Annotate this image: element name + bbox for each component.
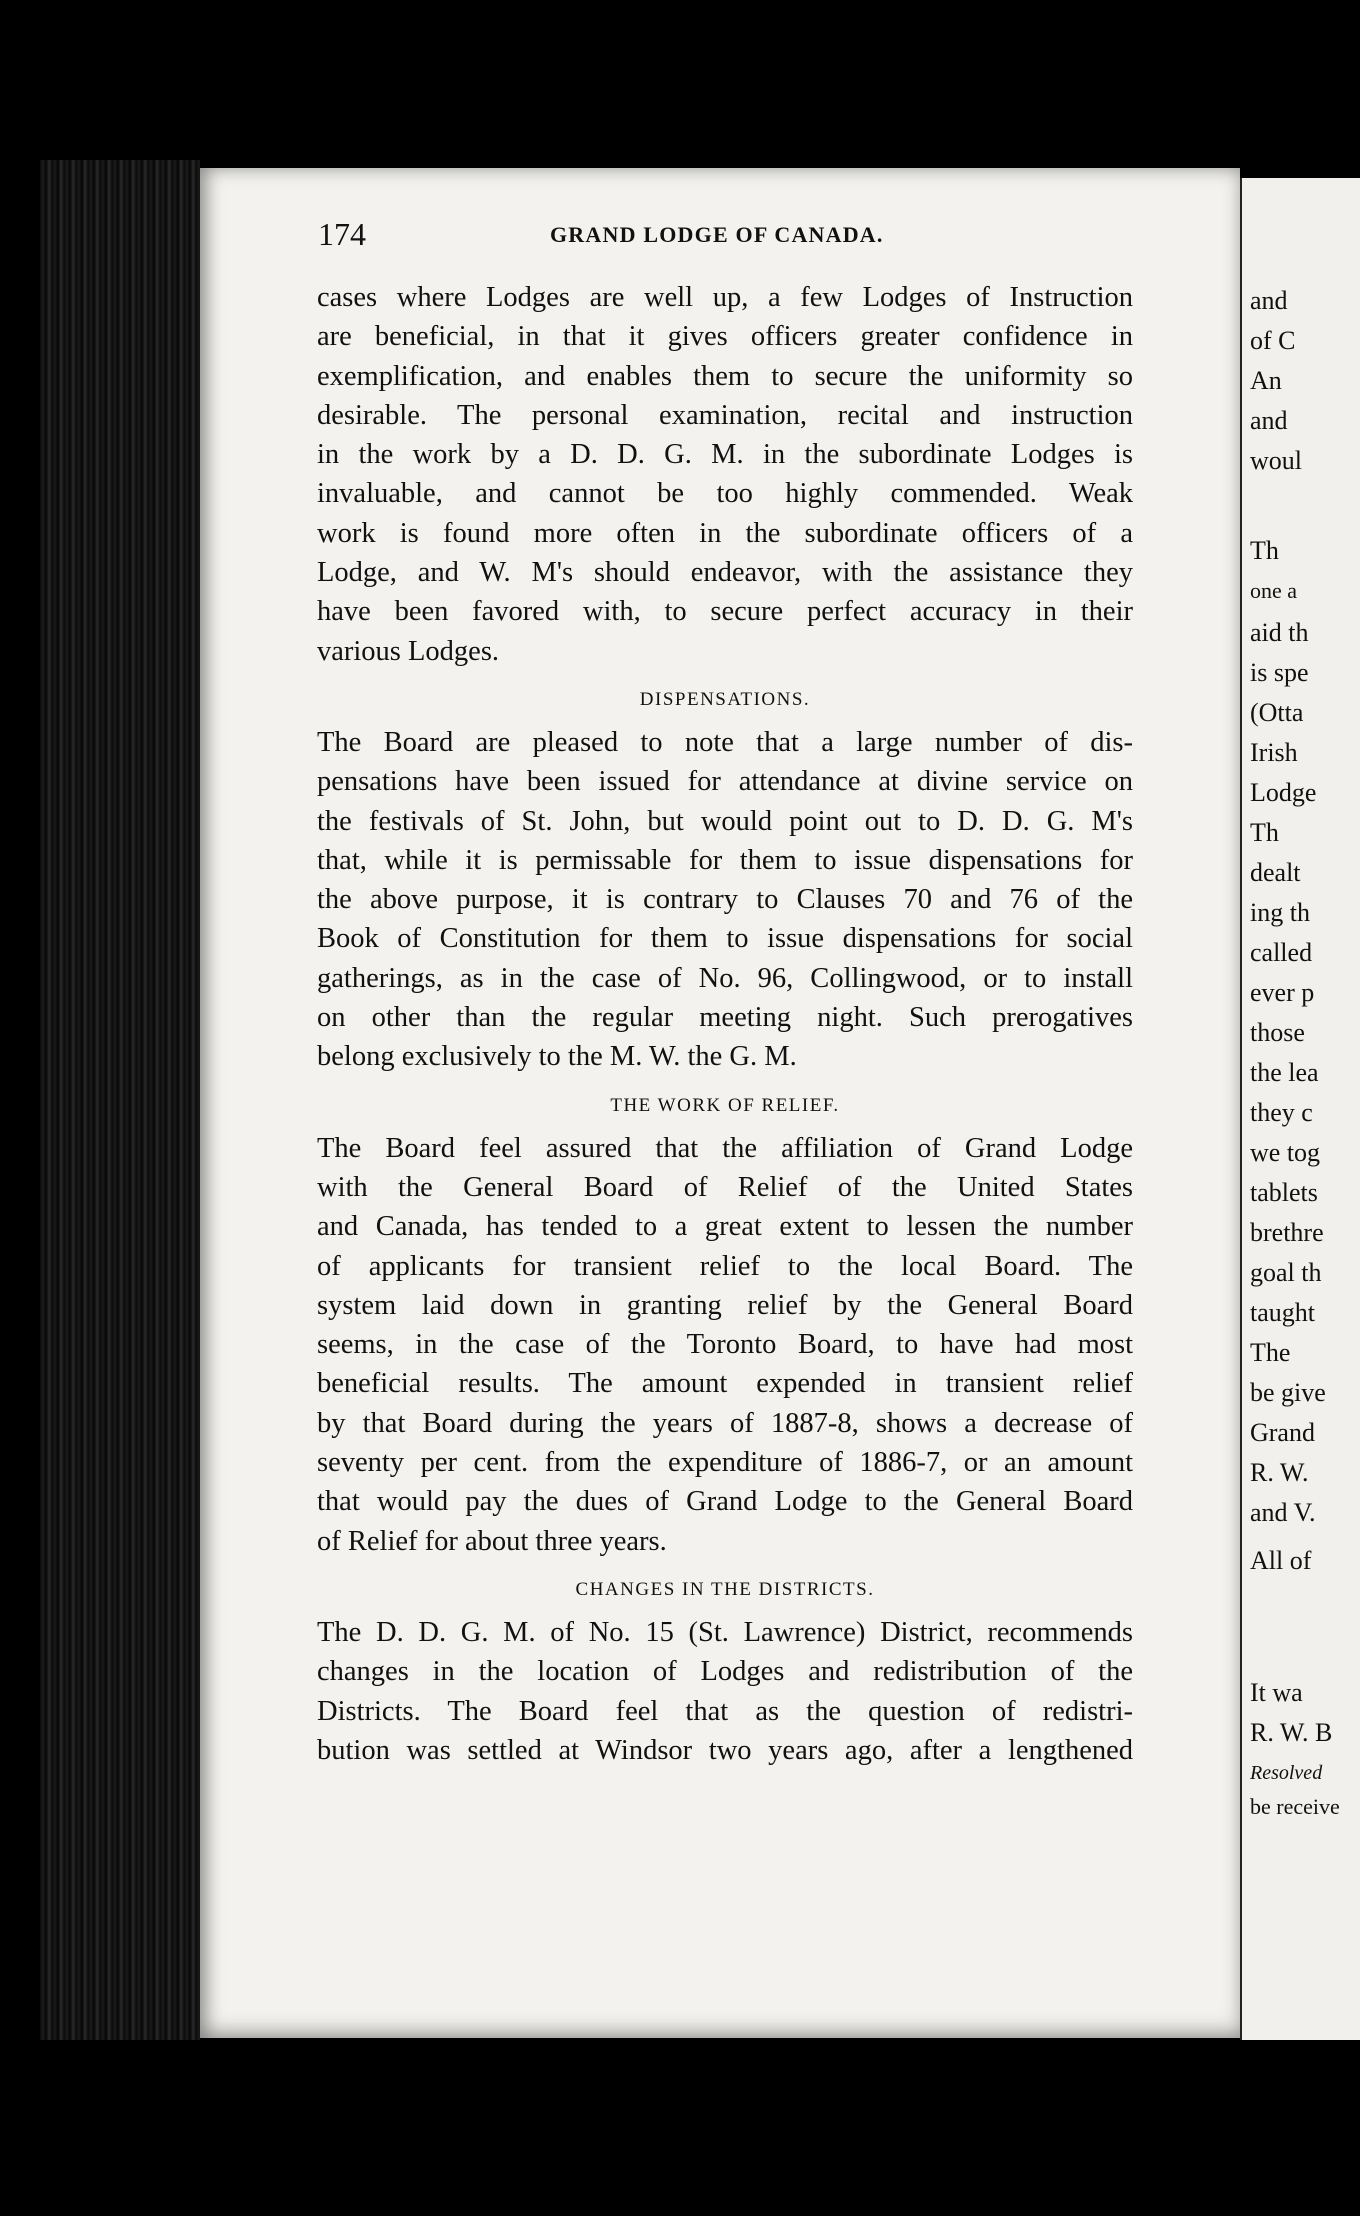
text-line: the above purpose, it is contrary to Clauses 70 and 76 of the	[317, 884, 1133, 916]
facing-page-fragment: woul	[1250, 446, 1302, 475]
text-line: are beneficial, in that it gives officers greater confidence in	[317, 321, 1133, 353]
facing-page-fragment: Lodge	[1250, 778, 1317, 807]
text-line: The Board are pleased to note that a large number of dis-	[317, 726, 1133, 758]
facing-page-fragment: ing th	[1250, 898, 1310, 927]
facing-page-fragment: we tog	[1250, 1138, 1321, 1167]
facing-page-fragment: R. W. B	[1250, 1718, 1333, 1747]
section-heading-districts: CHANGES IN THE DISTRICTS.	[575, 1578, 875, 1600]
book-binding	[40, 160, 200, 2040]
facing-page-fragment: aid th	[1250, 618, 1309, 647]
facing-page-edge	[1240, 178, 1360, 2040]
text-line: Lodge, and W. M's should endeavor, with the assistance they	[317, 557, 1133, 589]
facing-page-fragment: Irish	[1250, 738, 1298, 767]
paragraph-relief	[317, 1129, 1133, 1561]
facing-page-fragment: the lea	[1250, 1058, 1319, 1087]
facing-page-fragment: All of	[1250, 1546, 1312, 1575]
text-line: seventy per cent. from the expenditure of 1886-7, or an amount	[317, 1447, 1133, 1479]
facing-page-fragment: Resolved	[1250, 1762, 1323, 1784]
text-line: by that Board during the years of 1887-8, shows a decrease of	[317, 1407, 1133, 1439]
text-line: the festivals of St. John, but would point out to D. D. G. M's	[317, 805, 1133, 837]
left-page	[200, 168, 1240, 2038]
text-line: Book of Constitution for them to issue dispensations for social	[317, 923, 1133, 955]
text-line: that would pay the dues of Grand Lodge to the General Board	[317, 1486, 1133, 1518]
paragraph-instruction	[317, 278, 1133, 671]
facing-page-fragment: brethre	[1250, 1218, 1324, 1247]
facing-page-fragment: be receive	[1250, 1794, 1340, 1819]
page-number: 174	[318, 216, 366, 252]
facing-page-fragment: one a	[1250, 578, 1298, 603]
facing-page-fragment: tablets	[1250, 1178, 1318, 1207]
facing-page-fragment: of C	[1250, 326, 1296, 355]
facing-page-fragment: and	[1250, 406, 1288, 435]
page-title: GRAND LODGE OF CANADA.	[550, 222, 884, 247]
text-line: cases where Lodges are well up, a few Lodges of Instruction	[317, 282, 1133, 313]
body-text	[317, 278, 1133, 1770]
text-line: seems, in the case of the Toronto Board, to have had most	[317, 1329, 1133, 1361]
facing-page-fragment: is spe	[1250, 658, 1309, 687]
facing-page-fragment: It wa	[1250, 1678, 1303, 1707]
text-line: have been favored with, to secure perfect accuracy in their	[317, 596, 1133, 628]
text-line: exemplification, and enables them to secure the uniformity so	[317, 360, 1133, 392]
facing-page-fragment: ever p	[1250, 978, 1315, 1007]
text-line: bution was settled at Windsor two years ago, after a lengthened	[317, 1734, 1133, 1766]
facing-page-fragment: called	[1250, 938, 1313, 967]
text-line: various Lodges.	[317, 635, 500, 667]
text-line: and Canada, has tended to a great extent to lessen the number	[317, 1211, 1133, 1243]
text-line: The D. D. G. M. of No. 15 (St. Lawrence) District, recommends	[317, 1616, 1133, 1648]
text-line: changes in the location of Lodges and redistribution of the	[317, 1656, 1133, 1688]
text-line: desirable. The personal examination, recital and instruction	[317, 399, 1133, 431]
paragraph-dispensations	[317, 723, 1133, 1077]
facing-page-fragment: The	[1250, 1338, 1291, 1367]
section-heading-relief: THE WORK OF RELIEF.	[610, 1094, 840, 1116]
running-head	[200, 216, 1240, 256]
text-line: gatherings, as in the case of No. 96, Collingwood, or to install	[317, 962, 1133, 994]
facing-page-fragment: and	[1250, 286, 1288, 315]
text-line: that, while it is permissable for them to issue dispensations for	[317, 844, 1133, 876]
text-line: in the work by a D. D. G. M. in the subordinate Lodges is	[317, 439, 1133, 471]
facing-page-fragment: Th	[1250, 818, 1279, 847]
facing-page-fragment: goal th	[1250, 1258, 1322, 1287]
facing-page-fragment: those	[1250, 1018, 1305, 1047]
facing-page-fragment: and V.	[1250, 1498, 1316, 1527]
text-line: The Board feel assured that the affiliation of Grand Lodge	[317, 1132, 1133, 1164]
facing-page-fragment: taught	[1250, 1298, 1315, 1327]
facing-page-fragment: dealt	[1250, 858, 1301, 887]
facing-page-fragment: Th	[1250, 536, 1279, 565]
text-line: belong exclusively to the M. W. the G. M.	[317, 1041, 797, 1073]
section-heading-dispensations: DISPENSATIONS.	[639, 688, 811, 710]
facing-page-fragment: be give	[1250, 1378, 1326, 1407]
text-line: beneficial results. The amount expended in transient relief	[317, 1368, 1133, 1400]
text-line: with the General Board of Relief of the United States	[317, 1171, 1133, 1203]
text-line: on other than the regular meeting night. Such prerogatives	[317, 1002, 1133, 1034]
facing-page-fragment: Grand	[1250, 1418, 1315, 1447]
text-line: of Relief for about three years.	[317, 1525, 667, 1557]
text-line: work is found more often in the subordinate officers of a	[317, 517, 1133, 549]
text-line: of applicants for transient relief to the local Board. The	[317, 1250, 1133, 1282]
facing-page-fragment: (Otta	[1250, 698, 1304, 727]
facing-page-fragment: they c	[1250, 1098, 1313, 1127]
facing-page-fragment: R. W.	[1250, 1458, 1309, 1487]
text-line: system laid down in granting relief by the General Board	[317, 1289, 1133, 1321]
text-line: Districts. The Board feel that as the question of redistri-	[317, 1695, 1133, 1727]
text-line: pensations have been issued for attendance at divine service on	[317, 766, 1133, 798]
facing-page-fragment: An	[1250, 366, 1282, 395]
paragraph-districts	[317, 1613, 1133, 1770]
text-line: invaluable, and cannot be too highly commended. Weak	[317, 478, 1133, 510]
